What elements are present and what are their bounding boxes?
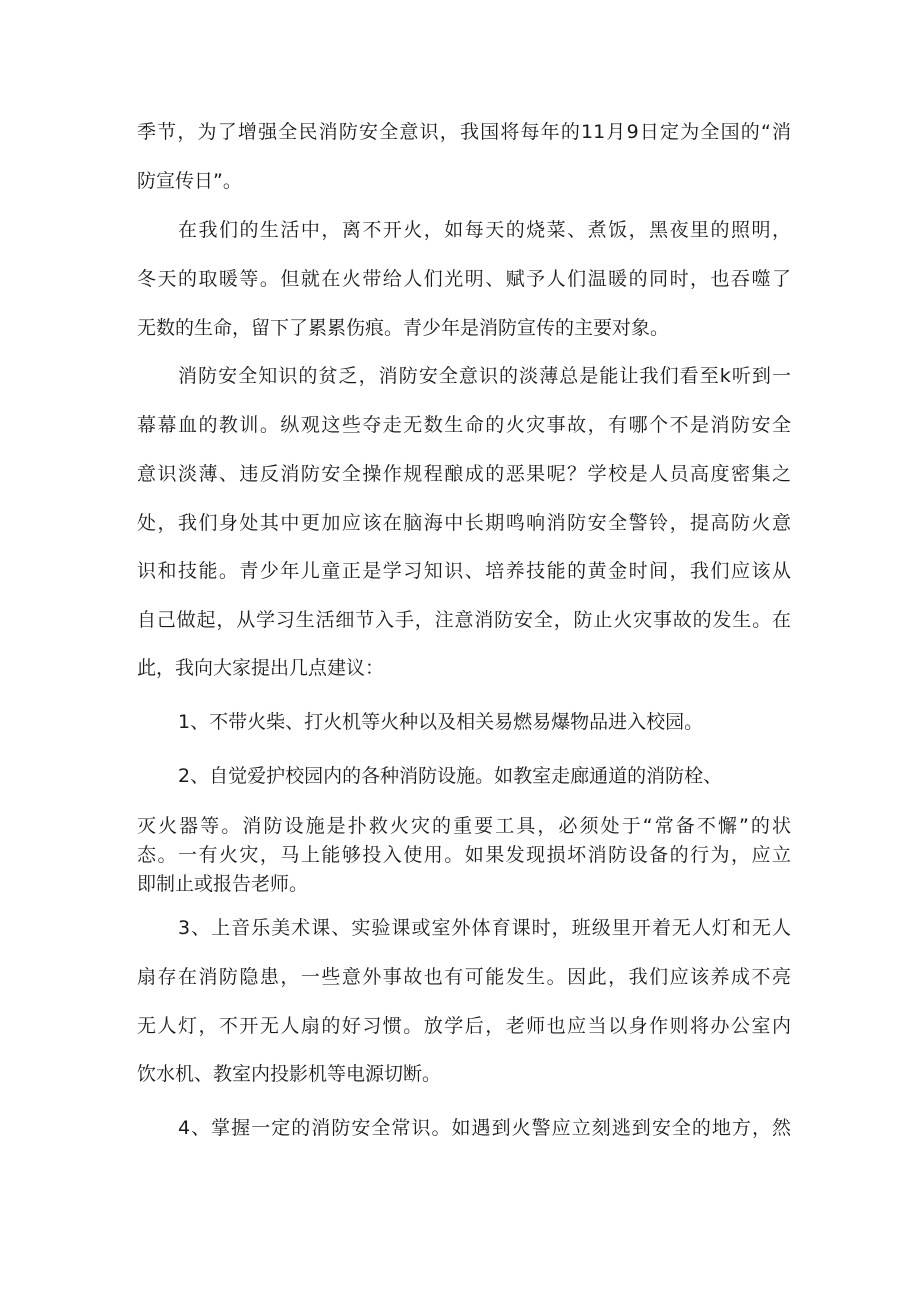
text-line: 无人灯，不开无人扇的好习惯。放学后，老师也应当以身作则将办公室内 xyxy=(137,1015,791,1037)
text-line: 冬天的取暖等。但就在火带给人们光明、赋予人们温暖的同时，也吞噬了 xyxy=(137,268,791,290)
text-line: 灭火器等。消防设施是扑救火灾的重要工具，必须处于“常备不懈”的状 xyxy=(137,815,791,837)
text-line: 消防安全知识的贫乏，消防安全意识的淡薄总是能让我们看至k听到一 xyxy=(178,365,791,387)
list-item: 2、自觉爱护校园内的各种消防设施。如教室走廊通道的消防栓、 xyxy=(178,765,723,787)
text-line: 季节，为了增强全民消防安全意识，我国将每年的11月9日定为全国的“消 xyxy=(137,121,791,143)
text-line: 意识淡薄、违反消防安全操作规程酿成的恶果呢？学校是人员高度密集之 xyxy=(137,463,791,485)
text-line: 处，我们身处其中更加应该在脑海中长期鸣响消防安全警铃，提高防火意 xyxy=(137,512,791,534)
list-item: 1、不带火柴、打火机等火种以及相关易燃易爆物品进入校园。 xyxy=(178,711,704,733)
text-line: 幕幕血的教训。纵观这些夺走无数生命的火灾事故，有哪个不是消防安全 xyxy=(137,414,791,436)
text-line: 自己做起，从学习生活细节入手，注意消防安全，防止火灾事故的发生。在 xyxy=(137,609,791,631)
text-line: 无数的生命，留下了累累伤痕。青少年是消防宣传的主要对象。 xyxy=(137,317,670,339)
text-line: 态。一有火灾，马上能够投入使用。如果发现损坏消防设备的行为，应立 xyxy=(137,844,791,866)
text-line: 防宣传日”。 xyxy=(137,170,242,192)
text-line: 此，我向大家提出几点建议： xyxy=(137,657,385,679)
list-item: 3、上音乐美术课、实验课或室外体育课时，班级里开着无人灯和无人 xyxy=(178,917,791,939)
text-line: 即制止或报告老师。 xyxy=(137,873,309,895)
list-item: 4、掌握一定的消防安全常识。如遇到火警应立刻逃到安全的地方，然 xyxy=(178,1117,791,1139)
text-line: 识和技能。青少年儿童正是学习知识、培养技能的黄金时间，我们应该从 xyxy=(137,560,791,582)
text-line: 饮水机、教室内投影机等电源切断。 xyxy=(137,1063,442,1085)
text-line: 在我们的生活中，离不开火，如每天的烧菜、煮饭，黑夜里的照明， xyxy=(178,219,791,241)
text-line: 扇存在消防隐患，一些意外事故也有可能发生。因此，我们应该养成不亮 xyxy=(137,966,791,988)
